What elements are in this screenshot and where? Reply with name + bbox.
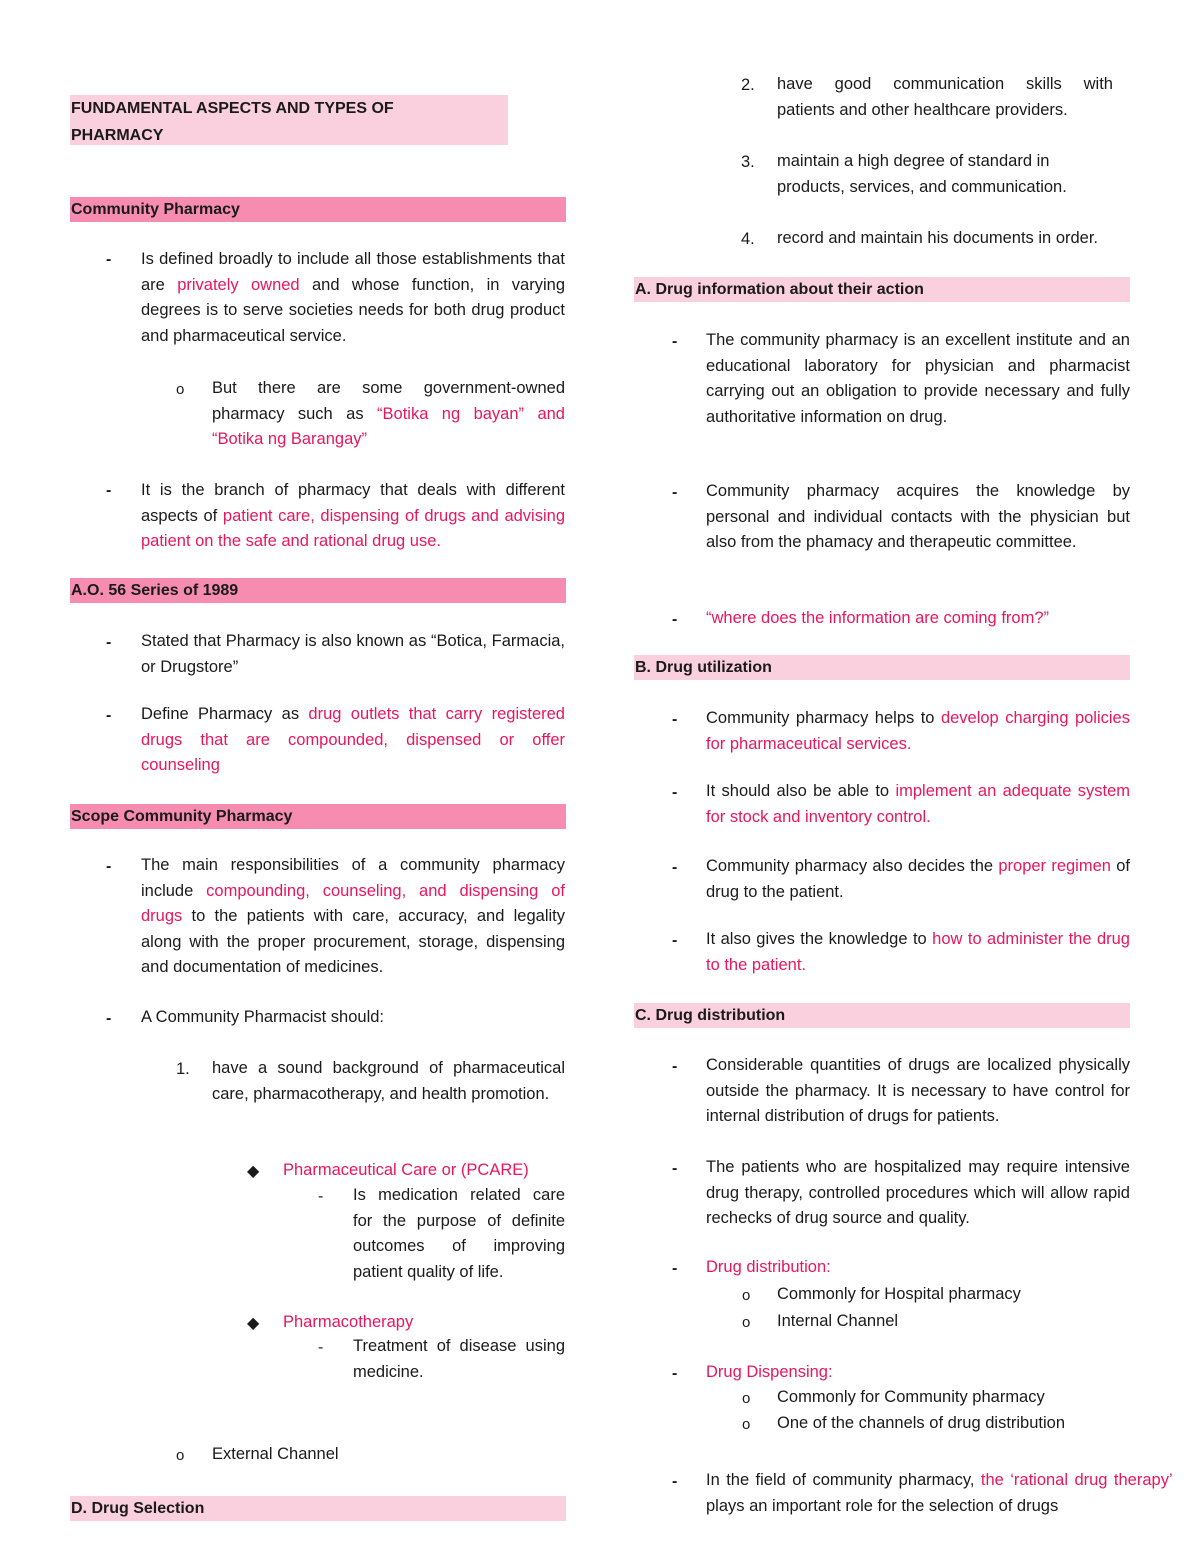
dash-bullet: -	[106, 1010, 112, 1027]
dash-bullet: -	[672, 1473, 678, 1490]
dash-bullet: -	[106, 482, 112, 499]
circle-bullet: o	[742, 1390, 751, 1407]
text-span: and whose function, in varying degrees is to serve societies needs for both drug product and pharmaceutical service.	[141, 275, 565, 345]
external-channel: External Channel	[212, 1445, 339, 1463]
text-span: plays an important role for the selection of drugs	[706, 1496, 1059, 1515]
dash-bullet: -	[106, 251, 112, 268]
dash-bullet: -	[672, 784, 678, 801]
circle-bullet: o	[176, 1447, 185, 1464]
text-span: The main responsibilities of a community pharmacy include	[141, 856, 565, 900]
highlight-text: patient care, dispensing of drugs and advising patient on the safe and rational drug use.	[141, 506, 565, 550]
paragraph-acquires-knowledge: Community pharmacy acquires the knowledge by personal and individual contacts with the physician but also from the phamacy and therapeutic committee.	[706, 482, 1130, 551]
paragraph-information-question: “where does the information are coming from?”	[706, 609, 1049, 627]
highlight-text: proper regimen	[998, 857, 1111, 875]
dash-bullet: -	[106, 707, 112, 724]
drug-dispensing-label: Drug Dispensing:	[706, 1363, 833, 1381]
section-heading-drug-utilization: B. Drug utilization	[634, 655, 1130, 680]
circle-bullet: o	[742, 1314, 751, 1331]
dash-bullet: -	[672, 1058, 678, 1075]
dash-bullet: -	[672, 1260, 678, 1277]
paragraph-hospitalized-patients: The patients who are hospitalized may require intensive drug therapy, controlled procedures which will allow rapid rechecks of drug source and quality.	[706, 1158, 1130, 1227]
paragraph-inventory-control	[706, 779, 1130, 830]
paragraph-government-owned	[212, 376, 565, 453]
paragraph-ao56-define	[141, 702, 565, 779]
circle-bullet: o	[176, 381, 185, 398]
drug-dispensing-item: Commonly for Community pharmacy	[777, 1388, 1045, 1406]
text-span: Community pharmacy helps to	[706, 709, 941, 727]
list-item-sound-background: have a sound background of pharmaceutical care, pharmacotherapy, and health promotion.	[212, 1059, 565, 1103]
paragraph-scope-responsibilities	[141, 853, 565, 981]
text-span: It also gives the knowledge to	[706, 930, 933, 948]
page-title	[70, 95, 508, 145]
text-span: of drug to the patient.	[706, 857, 1130, 901]
highlight-text: compounding, counseling, and dispensing of drugs	[141, 881, 565, 925]
dash-bullet: -	[672, 333, 678, 350]
highlight-text: implement an adequate system for stock and inventory control.	[706, 782, 1131, 826]
section-heading-drug-selection: D. Drug Selection	[70, 1496, 566, 1521]
pcare-label: Pharmaceutical Care or (PCARE)	[283, 1161, 529, 1179]
dash-bullet: -	[672, 711, 678, 728]
paragraph-proper-regimen	[706, 854, 1130, 905]
section-heading-drug-information: A. Drug information about their action	[634, 277, 1130, 302]
paragraph-charging-policies	[706, 706, 1130, 757]
circle-bullet: o	[742, 1287, 751, 1304]
highlight-text: “Botika ng bayan” and “Botika ng Barangay”	[212, 404, 565, 448]
highlight-text: drug outlets that carry registered drugs that are compounded, dispensed or offer counseling	[141, 705, 565, 774]
pharmacotherapy-description: Treatment of disease using medicine.	[353, 1337, 565, 1381]
list-item-standard: maintain a high degree of standard in products, services, and communication.	[777, 152, 1067, 196]
list-item-documents: record and maintain his documents in order.	[777, 229, 1099, 247]
circle-bullet: o	[742, 1416, 751, 1433]
section-heading-scope: Scope Community Pharmacy	[70, 804, 566, 829]
section-heading-community-pharmacy: Community Pharmacy	[70, 197, 566, 222]
paragraph-localized-drugs: Considerable quantities of drugs are localized physically outside the pharmacy. It is necessary to have control for internal distribution of drugs for patients.	[706, 1056, 1130, 1125]
list-number: 3.	[741, 153, 755, 171]
list-number: 4.	[741, 230, 755, 248]
dash-bullet: -	[672, 859, 678, 876]
pcare-description: Is medication related care for the purpose of definite outcomes of improving patient quality of life.	[353, 1186, 565, 1281]
dash-bullet: -	[672, 611, 678, 628]
highlight-text: develop charging policies for pharmaceutical services.	[706, 709, 1130, 753]
highlight-text: the ‘rational drug therapy’	[980, 1471, 1172, 1489]
dash-bullet: -	[106, 858, 112, 875]
highlight-text: how to administer the drug to the patient.	[706, 930, 1130, 974]
section-heading-drug-distribution: C. Drug distribution	[634, 1003, 1130, 1028]
text-span: Define Pharmacy as	[141, 705, 309, 723]
dash-bullet: -	[106, 634, 112, 651]
paragraph-educational-laboratory: The community pharmacy is an excellent institute and an educational laboratory for physician and pharmacist carrying out an obligation to provide necessary and fully authoritative information on drug.	[706, 331, 1130, 426]
dash-bullet: -	[672, 932, 678, 949]
paragraph-administer-drug	[706, 927, 1130, 978]
dash-bullet: -	[318, 1188, 324, 1205]
paragraph-community-definition	[141, 247, 565, 349]
paragraph-branch-of-pharmacy	[141, 478, 565, 555]
diamond-bullet-icon: ◆	[247, 1315, 260, 1332]
drug-distribution-item: Internal Channel	[777, 1312, 899, 1330]
dash-bullet: -	[672, 484, 678, 501]
list-item-line: have good communication skills with	[777, 75, 1113, 93]
paragraph-pharmacist-should: A Community Pharmacist should:	[141, 1008, 385, 1026]
diamond-bullet-icon: ◆	[247, 1163, 260, 1180]
list-number: 2.	[741, 76, 755, 94]
paragraph-rational-drug-therapy	[706, 1468, 1172, 1519]
drug-distribution-item: Commonly for Hospital pharmacy	[777, 1285, 1021, 1303]
list-item-line: patients and other healthcare providers.	[777, 100, 1068, 119]
text-span: Community pharmacy also decides the	[706, 857, 999, 875]
page-title-text: FUNDAMENTAL ASPECTS AND TYPES OF PHARMACY	[71, 100, 394, 144]
drug-distribution-label: Drug distribution:	[706, 1258, 831, 1276]
drug-dispensing-item: One of the channels of drug distribution	[777, 1414, 1066, 1432]
dash-bullet: -	[318, 1339, 324, 1356]
text-span: It should also be able to	[706, 782, 896, 800]
text-span: In the field of community pharmacy,	[706, 1471, 981, 1489]
text-span: Is defined broadly to include all those establishments that are	[141, 250, 565, 294]
pharmacotherapy-label: Pharmacotherapy	[283, 1313, 414, 1331]
list-number: 1.	[176, 1060, 190, 1078]
text-span: But there are some government-owned pharmacy such as	[212, 379, 565, 423]
paragraph-ao56-stated: Stated that Pharmacy is also known as “Botica, Farmacia, or Drugstore”	[141, 632, 565, 676]
text-span: to the patients with care, accuracy, and legality along with the proper procurement, storage, dispensing and documentation of medicines.	[141, 907, 565, 976]
highlight-text: privately owned	[177, 275, 300, 294]
text-span: It is the branch of pharmacy that deals with different aspects of	[141, 481, 565, 525]
list-item-communication	[777, 72, 1113, 123]
section-heading-ao56: A.O. 56 Series of 1989	[70, 578, 566, 603]
dash-bullet: -	[672, 1365, 678, 1382]
dash-bullet: -	[672, 1160, 678, 1177]
